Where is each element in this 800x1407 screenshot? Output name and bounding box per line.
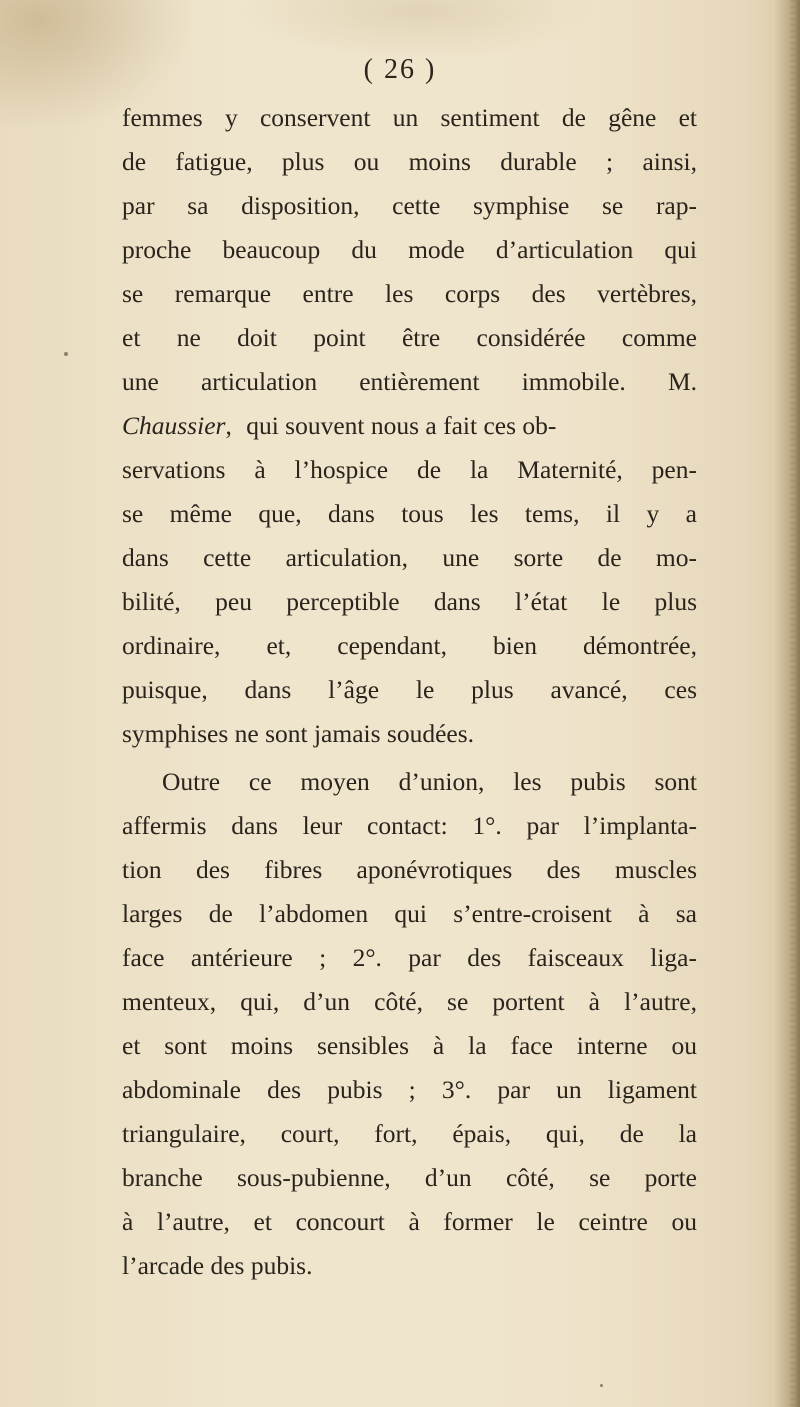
- text-line: bilité, peu perceptible dans l’état le plus: [122, 587, 697, 616]
- text-line: face antérieure ; 2°. par des faisceaux liga-: [122, 943, 697, 972]
- paper-speck: [64, 352, 68, 356]
- text-line: et sont moins sensibles à la face interne ou: [122, 1031, 697, 1060]
- text-line: femmes y conservent un sentiment de gêne et: [122, 103, 697, 132]
- paragraph-1: [122, 96, 697, 756]
- text-line: proche beaucoup du mode d’articulation qui: [122, 235, 697, 264]
- text-line: servations à l’hospice de la Maternité, pen-: [122, 455, 697, 484]
- text-line: de fatigue, plus ou moins durable ; ainsi,: [122, 147, 697, 176]
- text-line: affermis dans leur contact: 1°. par l’implanta-: [122, 811, 697, 840]
- text-line: tion des fibres aponévrotiques des muscles: [122, 855, 697, 884]
- text-line: par sa disposition, cette symphise se rap-: [122, 191, 697, 220]
- text-line: Outre ce moyen d’union, les pubis sont: [162, 767, 697, 796]
- text-line: branche sous-pubienne, d’un côté, se porte: [122, 1163, 697, 1192]
- text-line-with-name: [122, 404, 697, 448]
- text-block: [122, 96, 697, 1288]
- text-line: ordinaire, et, cependant, bien démontrée,: [122, 631, 697, 660]
- author-name: Chaussier: [122, 411, 226, 440]
- paper-speck: [600, 1384, 603, 1387]
- author-comma: ,: [225, 411, 232, 440]
- text-line-rest: qui souvent nous a fait ces ob-: [246, 411, 557, 440]
- text-line: une articulation entièrement immobile. M.: [122, 367, 697, 396]
- text-line: à l’autre, et concourt à former le ceintre ou: [122, 1207, 697, 1236]
- page-number: ( 26 ): [363, 54, 437, 85]
- text-line: et ne doit point être considérée comme: [122, 323, 697, 352]
- text-line: larges de l’abdomen qui s’entre-croisent à sa: [122, 899, 697, 928]
- text-line: puisque, dans l’âge le plus avancé, ces: [122, 675, 697, 704]
- text-line: menteux, qui, d’un côté, se portent à l’autre,: [122, 987, 697, 1016]
- text-line: se même que, dans tous les tems, il y a: [122, 499, 697, 528]
- text-line: symphises ne sont jamais soudées.: [122, 719, 475, 748]
- page-edge-stripe: [790, 0, 796, 1407]
- text-line: se remarque entre les corps des vertèbres,: [122, 279, 697, 308]
- text-line: abdominale des pubis ; 3°. par un ligament: [122, 1075, 697, 1104]
- page-edge-shadow: [774, 0, 800, 1407]
- text-line: l’arcade des pubis.: [122, 1251, 313, 1280]
- text-line: dans cette articulation, une sorte de mo-: [122, 543, 697, 572]
- text-line: triangulaire, court, fort, épais, qui, de la: [122, 1119, 697, 1148]
- paragraph-2: [122, 760, 697, 1288]
